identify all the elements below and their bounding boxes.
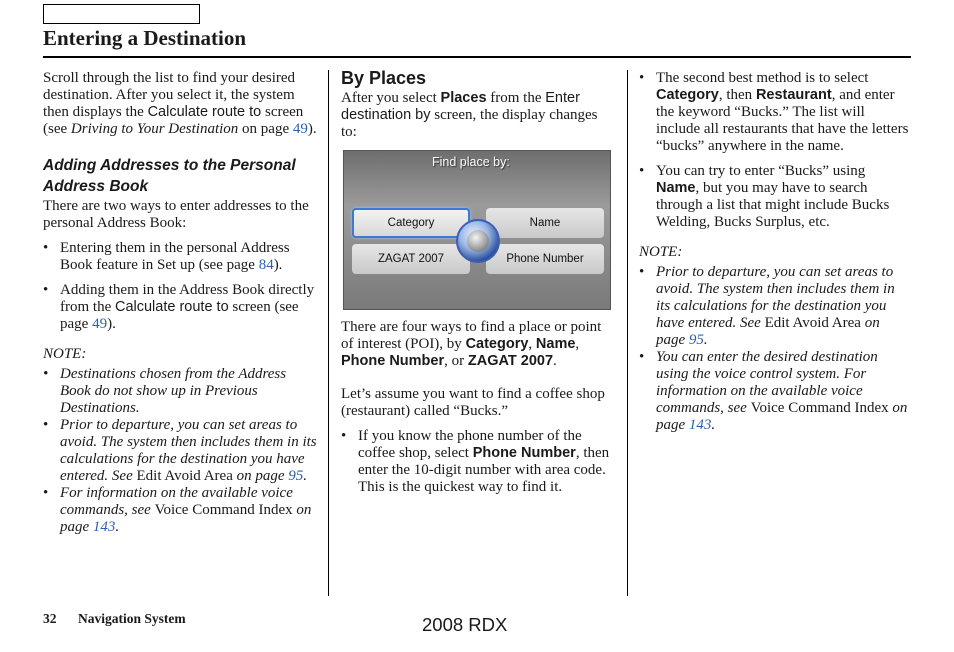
column-3 — [639, 70, 911, 434]
page-link[interactable]: 143 — [92, 519, 116, 535]
footer-label: Navigation System — [78, 611, 186, 626]
col2-assume: Let’s assume you want to find a coffee shop (restaurant) called “Bucks.” — [341, 386, 605, 419]
col1-subintro: There are two ways to enter addresses to the personal Address Book: — [43, 198, 309, 231]
column-divider-1 — [328, 70, 329, 596]
page-link[interactable]: 143 — [688, 417, 712, 433]
note-item: • You can enter the desired destination using the voice control system. For information on the available voice commands, see Voice Command Index on page 143. — [639, 349, 908, 433]
col1-note-list — [43, 366, 319, 536]
list-item: • The second best method is to select Category, then Restaurant, and enter the keyword “Bucks.” The list will include all restaurants that have the letters “bucks” anywhere in the name. — [639, 70, 909, 154]
column-2-lower — [341, 319, 613, 496]
column-1 — [43, 70, 319, 536]
page-link[interactable]: 49 — [292, 121, 308, 137]
col1-intro: Scroll through the list to find your desired destination. After you select it, the system then displays the Calculate route to screen (see Driving to Your Destination on page 49). — [43, 70, 317, 137]
name-button[interactable]: Name — [486, 208, 604, 238]
note-item: • Prior to departure, you can set areas to avoid. The system then includes them in its calculations for the destination you have entered. See Edit Avoid Area on page 95. — [43, 417, 317, 484]
zagat-2007-button[interactable]: ZAGAT 2007 — [352, 244, 470, 274]
header-tab-box — [43, 4, 200, 24]
page-link[interactable]: 95 — [288, 468, 304, 484]
col3-bullet-list — [639, 70, 911, 231]
list-item: • Adding them in the Address Book directly from the Calculate route to screen (see page 49). — [43, 282, 315, 332]
col2-intro: After you select Places from the Enter destination by screen, the display changes to: — [341, 90, 598, 140]
note-heading: NOTE: — [43, 346, 87, 362]
col2-ways: There are four ways to find a place or point of interest (POI), by Category, Name, Phone Number, or ZAGAT 2007. — [341, 319, 602, 369]
note-heading: NOTE: — [639, 244, 683, 260]
list-item: • If you know the phone number of the coffee shop, select Phone Number, then enter the 10-digit number with area code. This is the quickest way to find it. — [341, 428, 610, 495]
screen-title: Find place by: — [432, 155, 510, 169]
page-title: Entering a Destination — [43, 26, 247, 50]
col2-bullet-list — [341, 428, 613, 496]
category-button[interactable]: Category — [352, 208, 470, 238]
list-item: • You can try to enter “Bucks” using Name, but you may have to search through a list that might include Bucks Welding, Bucks Surplus, etc. — [639, 163, 890, 230]
page-link[interactable]: 49 — [92, 316, 108, 332]
note-item: • Prior to departure, you can set areas to avoid. The system then includes them in its calculations for the destination you have entered. See Edit Avoid Area on page 95. — [639, 264, 895, 348]
page-number: 32 — [43, 611, 57, 626]
section-heading: By Places — [341, 68, 427, 88]
page-link[interactable]: 84 — [258, 257, 274, 273]
model-label: 2008 RDX — [422, 614, 508, 635]
col3-note-list — [639, 264, 911, 434]
subheading: Adding Addresses to the Personal Address Book — [43, 157, 296, 195]
column-divider-2 — [627, 70, 628, 596]
column-2 — [341, 68, 613, 141]
note-item: • Destinations chosen from the Address Book do not show up in Previous Destinations. — [43, 366, 287, 416]
list-item: • Entering them in the personal Address Book feature in Set up (see page 84). — [43, 240, 290, 273]
phone-number-button[interactable]: Phone Number — [486, 244, 604, 274]
col1-bullet-list — [43, 240, 319, 333]
page-link[interactable]: 95 — [688, 332, 704, 348]
header-rule — [43, 56, 911, 58]
find-place-screen — [343, 150, 611, 310]
note-item: • For information on the available voice commands, see Voice Command Index on page 143. — [43, 485, 312, 535]
interface-dial-knob[interactable] — [456, 219, 500, 263]
